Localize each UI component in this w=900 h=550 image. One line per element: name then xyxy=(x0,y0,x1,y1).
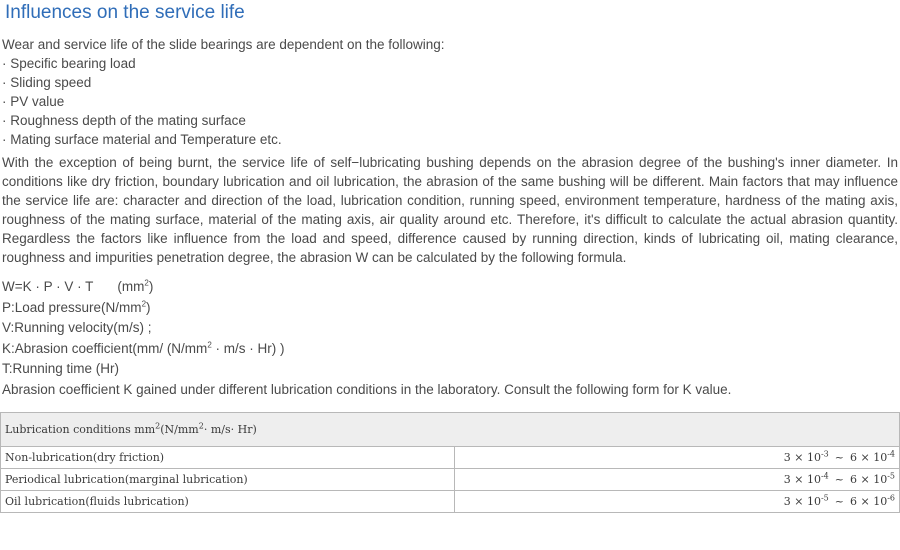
table-header-row xyxy=(1,413,900,447)
page-title: Influences on the service life xyxy=(5,2,245,23)
high-mantissa: 6 × 10 xyxy=(849,473,888,486)
low-exponent: -4 xyxy=(820,471,829,481)
header-tail: · m/s· Hr) xyxy=(203,423,257,436)
factor-item: · Mating surface material and Temperature etc. xyxy=(2,130,445,149)
condition-cell: Non-lubrication(dry friction) xyxy=(1,447,455,469)
description-paragraph: With the exception of being burnt, the service life of self−lubricating bushing depends on the abrasion degree of the bushing's inner diameter. In conditions like dry friction, boundary lubrication and oil lubrication, the abrasion of the same bushing will be different. Main factors that may influence the service life are: character and direction of the load, lubrication condition, running speed, environment temperature, hardness of the mating axis, roughness of the mating surface, material of the mating axis, air quality around etc. Therefore, it's difficult to calculate the actual abrasion quantity. Regardless the factors like influence from the load and speed, difference caused by running direction, kinds of lubricating oil, mating clearance, roughness and impurities penetration degree, the abrasion W can be calculated by the following formula. xyxy=(2,155,898,265)
condition-cell: Oil lubrication(fluids lubrication) xyxy=(1,491,455,513)
header-exponent: 2 xyxy=(155,421,161,431)
table-row xyxy=(1,447,900,469)
k-value-table xyxy=(0,412,900,513)
formula-unit xyxy=(117,277,153,298)
k-range-cell xyxy=(455,447,900,469)
table-header-cell xyxy=(1,413,900,447)
table-row xyxy=(1,469,900,491)
unit-exponent: 2 xyxy=(144,278,149,288)
high-exponent: -6 xyxy=(887,493,895,503)
range-tilde: ~ xyxy=(834,473,844,486)
k-range-cell xyxy=(455,491,900,513)
v-definition: V:Running velocity(m/s) ; xyxy=(2,320,152,335)
range-tilde: ~ xyxy=(834,451,844,464)
factor-item: · Specific bearing load xyxy=(2,54,445,73)
header-exponent: 2 xyxy=(198,421,204,431)
intro-lead: Wear and service life of the slide bearings are dependent on the following: xyxy=(2,37,445,52)
condition-cell: Periodical lubrication(marginal lubrication) xyxy=(1,469,455,491)
high-mantissa: 6 × 10 xyxy=(849,451,888,464)
low-exponent: -3 xyxy=(820,449,829,459)
intro-section xyxy=(2,35,445,149)
factor-item: · PV value xyxy=(2,92,445,111)
t-definition: T:Running time (Hr) xyxy=(2,361,120,376)
factor-item: · Sliding speed xyxy=(2,73,445,92)
formula-line xyxy=(2,277,898,298)
k-base: K:Abrasion coefficient(mm/ (N/mm xyxy=(2,340,208,356)
header-mid: (N/mm xyxy=(160,423,199,436)
factor-list xyxy=(2,54,445,149)
k-range-cell xyxy=(455,469,900,491)
low-mantissa: 3 × 10 xyxy=(783,451,821,464)
high-exponent: -4 xyxy=(887,449,895,459)
header-label: Lubrication conditions mm xyxy=(5,423,156,436)
range-tilde: ~ xyxy=(834,495,844,508)
low-mantissa: 3 × 10 xyxy=(783,495,821,508)
table-row xyxy=(1,491,900,513)
low-exponent: -5 xyxy=(820,493,829,503)
p-exponent: 2 xyxy=(141,299,147,308)
k-exponent: 2 xyxy=(207,340,212,349)
unit-base: (mm xyxy=(117,279,145,294)
high-mantissa: 6 × 10 xyxy=(849,495,888,508)
high-exponent: -5 xyxy=(887,471,895,481)
p-close: ) xyxy=(146,299,151,315)
formula-expression: W=K · P · V · T xyxy=(2,279,94,294)
k-rest: · m/s · Hr) ) xyxy=(211,340,285,356)
p-base: P:Load pressure(N/mm xyxy=(2,299,142,315)
factor-item: · Roughness depth of the mating surface xyxy=(2,111,445,130)
k-value-note: Abrasion coefficient K gained under different lubrication conditions in the laboratory. Consult the following form for K value. xyxy=(2,381,732,397)
k-definition xyxy=(2,339,898,360)
p-definition xyxy=(2,298,898,319)
formula-section xyxy=(2,277,898,400)
unit-close: ) xyxy=(148,279,154,294)
low-mantissa: 3 × 10 xyxy=(783,473,821,486)
